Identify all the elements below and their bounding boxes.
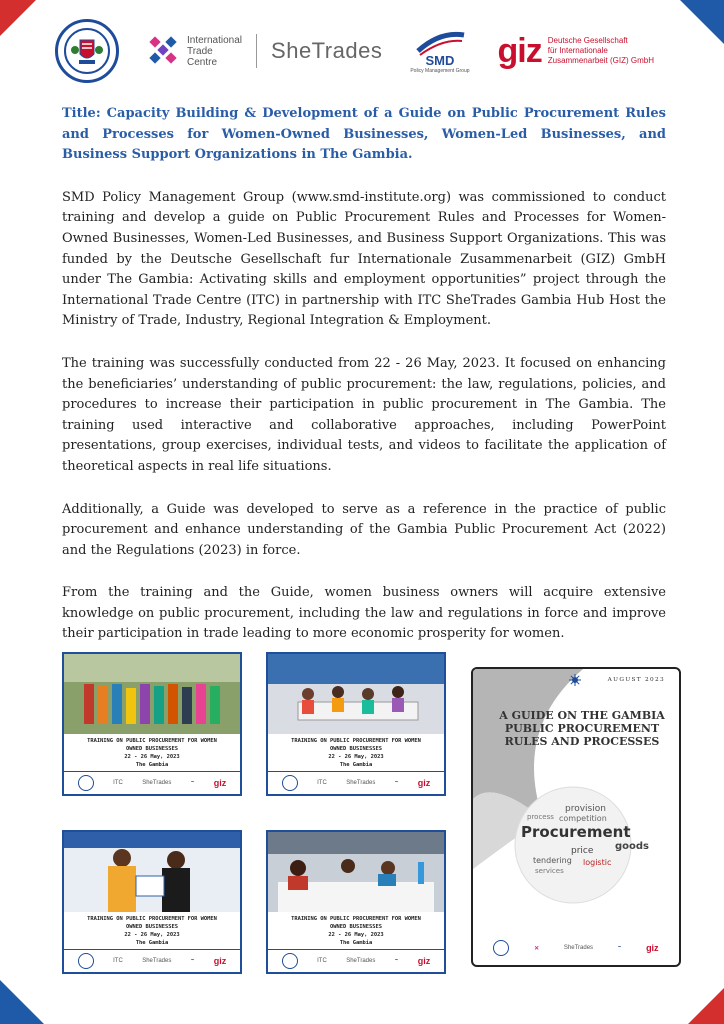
- corner-red-bottom-right: [688, 988, 724, 1024]
- cover-title: A GUIDE ON THE GAMBIA PUBLIC PROCUREMENT RULES AND PROCESSES: [499, 709, 665, 748]
- caption-place: The Gambia: [339, 940, 373, 946]
- word-cloud-term: logistic: [583, 858, 612, 867]
- card-caption: [64, 734, 240, 771]
- corner-red-top-left: [0, 0, 36, 36]
- shetrades-label: SheTrades: [563, 945, 594, 951]
- caption-line-1: TRAINING ON PUBLIC PROCUREMENT FOR WOMEN: [87, 916, 217, 922]
- caption-line-1: TRAINING ON PUBLIC PROCUREMENT FOR WOMEN: [291, 738, 421, 744]
- giz-label: giz: [417, 956, 431, 966]
- coat-of-arms-icon: [78, 775, 94, 791]
- smd-icon: ~: [617, 945, 622, 951]
- word-cloud-term: Procurement: [521, 823, 631, 841]
- caption-place: The Gambia: [135, 940, 169, 946]
- card-logo-strip: [268, 771, 444, 794]
- training-photo-card: [62, 830, 242, 974]
- itc-name: International Trade Centre: [186, 34, 243, 68]
- logo-bar: [55, 18, 654, 84]
- word-cloud-term: provision: [565, 804, 606, 814]
- smd-wordmark: SMD: [425, 52, 455, 68]
- caption-place: The Gambia: [339, 762, 373, 768]
- training-photo-card: [62, 652, 242, 796]
- caption-line-1: TRAINING ON PUBLIC PROCUREMENT FOR WOMEN: [291, 916, 421, 922]
- caption-line-2: OWNED BUSINESSES: [330, 924, 382, 930]
- smd-subtitle: Policy Management Group: [410, 67, 470, 74]
- card-caption: [64, 912, 240, 949]
- classroom-photo: [268, 654, 444, 734]
- article-body: [62, 104, 666, 667]
- coat-of-arms-icon: [282, 953, 298, 969]
- shetrades-label: SheTrades: [142, 958, 172, 964]
- caption-place: The Gambia: [135, 762, 169, 768]
- caption-dates: 22 - 26 May, 2023: [328, 932, 384, 938]
- guide-cover: [471, 667, 681, 967]
- giz-label: giz: [417, 778, 431, 788]
- paragraph-2: The training was successfully conducted from 22 - 26 May, 2023. It focused on enhancing the beneficiaries’ understanding of public procurement: the law, regulations, policies, and procedures to increase their participation in public procurement in The Gambia. The training used interactive and collaborative approaches, including PowerPoint presentations, group exercises, individual tests, and videos to facilitate the application of theoretical aspects in real life situations.: [62, 355, 666, 474]
- group-photo: [64, 654, 240, 734]
- itc-x-icon: [147, 34, 181, 68]
- logo-divider: [256, 34, 257, 68]
- training-photo-card: [266, 830, 446, 974]
- giz-label: giz: [213, 778, 227, 788]
- smd-logo: [410, 29, 469, 74]
- smd-icon: ~: [190, 780, 195, 786]
- itc-shetrades-logo: [147, 34, 382, 68]
- itc-label: ITC: [113, 780, 123, 786]
- smd-icon: ~: [190, 958, 195, 964]
- itc-label: ITC: [113, 958, 123, 964]
- caption-line-1: TRAINING ON PUBLIC PROCUREMENT FOR WOMEN: [87, 738, 217, 744]
- word-cloud-term: goods: [615, 841, 650, 852]
- card-logo-strip: [64, 949, 240, 972]
- caption-line-2: OWNED BUSINESSES: [126, 924, 178, 930]
- caption-dates: 22 - 26 May, 2023: [124, 754, 180, 760]
- smd-icon: ~: [394, 780, 399, 786]
- paragraph-3: Additionally, a Guide was developed to serve as a reference in the practice of public procurement and enhance understanding of the Gambia Public Procurement Act (2022) and the Regulations (2023) in force.: [62, 501, 666, 558]
- caption-line-2: OWNED BUSINESSES: [126, 746, 178, 752]
- paragraph-1: SMD Policy Management Group (www.smd-institute.org) was commissioned to conduct training and develop a guide on Public Procurement Rules and Processes for Women-Owned Businesses, Women-Led Businesses, and Business Support Organizations. This was funded by the Deutsche Gesellschaft fur Internationale Zusammenarbeit (GIZ) GmbH under The Gambia: Activating skills and employment opportunities” project through the International Trade Centre (ITC) in partnership with ITC SheTrades Gambia Hub Host the Ministry of Trade, Industry, Regional Integration & Employment.: [62, 189, 666, 329]
- itc-label: ITC: [317, 780, 327, 786]
- coat-of-arms-icon: [493, 940, 509, 956]
- word-cloud-term: competition: [559, 814, 607, 823]
- shetrades-label: SheTrades: [142, 780, 172, 786]
- cover-logo-strip: [473, 931, 679, 965]
- corner-blue-bottom-left: [0, 980, 44, 1024]
- giz-wordmark: giz: [497, 31, 542, 70]
- training-photo-card: [266, 652, 446, 796]
- card-caption: [268, 912, 444, 949]
- word-cloud: [473, 669, 679, 965]
- coat-of-arms-icon: [282, 775, 298, 791]
- shetrades-wordmark: SheTrades: [271, 38, 383, 63]
- card-logo-strip: [268, 949, 444, 972]
- corner-blue-top-right: [680, 0, 724, 44]
- giz-label: giz: [213, 956, 227, 966]
- shetrades-label: SheTrades: [346, 780, 376, 786]
- itc-x-icon: ✕: [534, 945, 540, 952]
- giz-label: giz: [646, 943, 659, 953]
- word-cloud-term: tendering: [533, 856, 572, 865]
- paragraph-4: From the training and the Guide, women business owners will acquire extensive knowledge on public procurement, including the law and regulations in force and improve their participation in trade leading to more economic prosperity for women.: [62, 585, 666, 642]
- smd-icon: ~: [394, 958, 399, 964]
- certificate-photo: [64, 832, 240, 912]
- workshop-photo: [268, 832, 444, 912]
- caption-dates: 22 - 26 May, 2023: [124, 932, 180, 938]
- giz-logo: [498, 32, 654, 71]
- caption-dates: 22 - 26 May, 2023: [328, 754, 384, 760]
- coat-of-arms-icon: [78, 953, 94, 969]
- giz-fullname: Deutsche Gesellschaft für Internationale Zusammenarbeit (GIZ) GmbH: [547, 36, 654, 65]
- itc-label: ITC: [317, 958, 327, 964]
- card-logo-strip: [64, 771, 240, 794]
- word-cloud-term: process: [527, 813, 554, 821]
- cover-date: AUGUST 2023: [607, 677, 665, 683]
- caption-line-2: OWNED BUSINESSES: [330, 746, 382, 752]
- article-title: Title: Capacity Building & Development of a Guide on Public Procurement Rules and Processes for Women-Owned Businesses, Women-Led Businesses, and Business Support Organizations in The Gambia.: [62, 106, 666, 163]
- shetrades-label: SheTrades: [346, 958, 376, 964]
- word-cloud-term: services: [535, 867, 564, 875]
- card-caption: [268, 734, 444, 771]
- word-cloud-term: price: [571, 846, 594, 856]
- gambia-coat-of-arms-logo: [55, 19, 119, 83]
